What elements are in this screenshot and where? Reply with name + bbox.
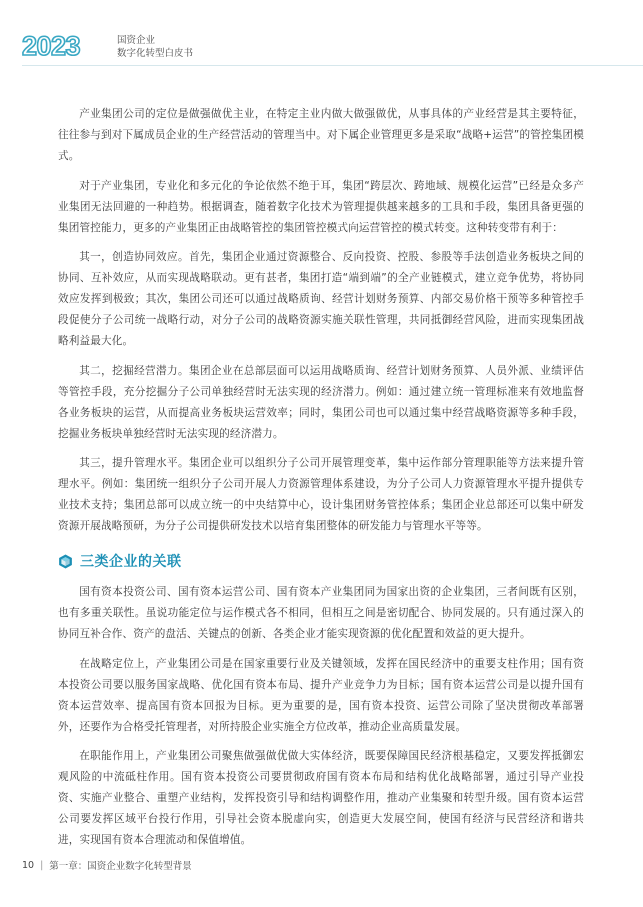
body-paragraph: 其二，挖掘经营潜力。集团企业在总部层面可以运用战略质询、经营计划财务预算、人员外派、业绩评估等管控手段，充分挖掘分子公司单独经营时无法实现的经济潜力。例如：通过建立统一管理标准来有效地监督各业务板块的运营，从而提高业务板块运营效率；同时，集团公司也可以通过集中经营战略资源等多种手段，挖掘业务板块单独经营时无法实现的经济潜力。 [58,364,584,440]
section-heading-text: 三类企业的关联 [80,554,182,570]
body-paragraph: 其三，提升管理水平。集团企业可以组织分子公司开展管理变革，集中运作部分管理职能等方法来提升管理水平。例如：集团统一组织分子公司开展人力资源管理体系建设，为分子公司人力资源管理水平提升提供专业技术支持；集团总部可以成立统一的中央结算中心，设计集团财务管控体系；集团企业总部还可以集中研发资源开展战略预研，为分子公司提供研发技术以培育集团整体的研发能力与管理水平等等。 [58,457,584,532]
footer-chapter: 第一章：国资企业数字化转型背景 [49,861,192,872]
page-number: 10 [22,859,35,871]
page-footer [22,858,192,872]
hexagon-cube-icon [58,554,73,569]
body-paragraph: 在职能作用上，产业集团公司聚焦做强做优做大实体经济，既要保障国民经济根基稳定，又要发挥抵御宏观风险的中流砥柱作用。国有资本投资公司要贯彻政府国有资本布局和结构优化战略部署，通过引导产业投资、实施产业整合、重塑产业结构，发挥投资引导和结构调整作用，推动产业集聚和转型升级。国有资本运营公司要发挥区域平台投行作用，引导社会资本脱虚向实，创造更大发展空间，使国有经济与民营经济和谐共进，实现国有资本合理流动和保值增值。 [58,750,584,846]
footer-separator: | [40,859,44,871]
header-year: 2023 [22,31,81,61]
header-divider [22,65,643,66]
page-header [0,0,643,70]
header-title-line2: 数字化转型白皮书 [117,48,194,59]
section-heading [58,550,584,572]
body-paragraph: 在战略定位上，产业集团公司是在国家重要行业及关键领域，发挥在国民经济中的重要支柱作用；国有资本投资公司要以服务国家战略、优化国有资本布局、提升产业竞争力为目标；国有资本运营公司是以提升国有资本运营效率、提高国有资本回报为目标。更为重要的是，国有资本投资、运营公司除了坚决贯彻改革部署外，还要作为合格受托管理者，对所持股企业实施全方位改革，推动企业高质量发展。 [58,657,584,733]
body-paragraph: 产业集团公司的定位是做强做优主业，在特定主业内做大做强做优，从事具体的产业经营是其主要特征，往往参与到对下属成员企业的生产经营活动的管理当中。对下属企业管理更多是采取“战略+运营”的管控集团模式。 [58,108,584,162]
body-paragraph: 国有资本投资公司、国有资本运营公司、国有资本产业集团同为国家出资的企业集团，三者间既有区别，也有多重关联性。虽说功能定位与运作模式各不相同，但相互之间是密切配合、协同发展的。只有通过深入的协同互补合作、资产的盘活、关键点的创新、各类企业才能实现资源的优化配置和效益的更大提升。 [58,586,584,640]
body-paragraph: 其一，创造协同效应。首先，集团企业通过资源整合、反向投资、控股、参股等手法创造业务板块之间的协同、互补效应，从而实现战略联动。更有甚者，集团打造“端到端”的全产业链模式，建立竞争优势，将协同效应发挥到极致；其次，集团公司还可以通过战略质询、经营计划财务预算、内部交易价格干预等多种管控手段促使分子公司统一战略行动，对分子公司的战略资源实施关联性管理，共同抵御经营风险，进而实现集团战略利益最大化。 [58,251,584,347]
body-paragraph: 对于产业集团，专业化和多元化的争论依然不绝于耳，集团“跨层次、跨地域、规模化运营”已经是众多产业集团无法回避的一种趋势。根据调查，随着数字化技术为管理提供越来越多的工具和手段，集团具备更强的集团管控能力，更多的产业集团正由战略管控的集团管控模式向运营管控的模式转变。这种转变带有利于： [58,179,584,234]
header-title-line1: 国资企业 [117,35,156,46]
page-body [58,104,584,860]
